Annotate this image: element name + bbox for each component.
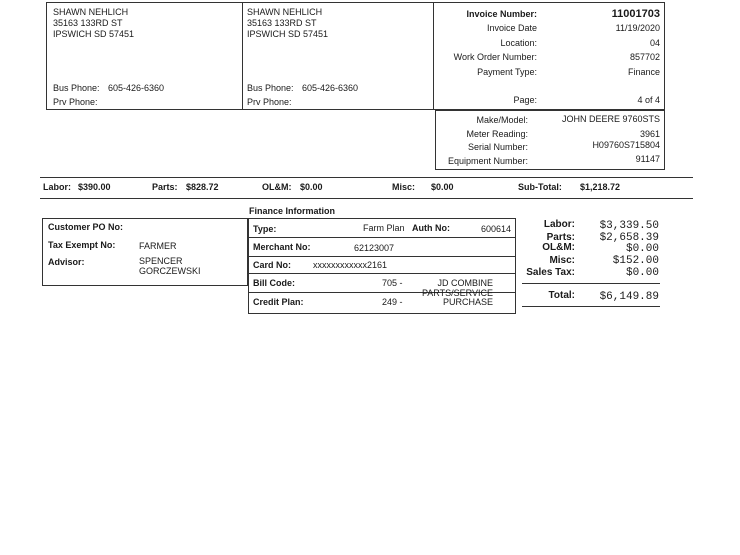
bill-code-desc-2: PARTS/SERVICE [421,288,493,298]
ship-to-name: SHAWN NEHLICH [247,7,323,17]
work-order-value: 857702 [629,52,660,62]
location-value: 04 [649,38,660,48]
ship-to-street: 35163 133RD ST [247,18,317,28]
totals-total-value: $6,149.89 [599,291,659,303]
ship-to-bus-phone-label: Bus Phone: [247,83,294,93]
finance-row-rule-3 [248,273,516,274]
summary-olm-label: OL&M: [262,182,292,192]
customer-po-label: Customer PO No: [48,222,124,232]
totals-labor-value: $3,339.50 [599,220,659,232]
totals-bottom-rule [522,306,660,307]
meter-reading-value: 3961 [639,129,660,139]
page-value: 4 of 4 [637,95,660,105]
meter-reading-label: Meter Reading: [466,129,528,139]
advisor-last: GORCZEWSKI [139,266,201,276]
tax-exempt-label: Tax Exempt No: [48,240,116,250]
totals-total-label: Total: [548,290,575,301]
summary-parts-label: Parts: [152,182,178,192]
bill-code-desc-1: JD COMBINE [437,278,493,288]
equipment-number-value: 91147 [635,154,660,164]
merchant-value: 62123007 [354,243,395,253]
finance-row-rule-2 [248,256,516,257]
bill-code-value: 705 - [382,278,403,288]
bill-to-prv-phone-label: Prv Phone: [53,97,98,107]
advisor-label: Advisor: [48,257,85,267]
totals-parts-label: Parts: [546,232,575,243]
card-value: xxxxxxxxxxxx2161 [313,260,388,270]
payment-type-label: Payment Type: [477,67,537,77]
finance-row-rule-1 [248,237,516,238]
totals-sales-tax-value: $0.00 [625,267,659,279]
bill-to-street: 35163 133RD ST [53,18,123,28]
summary-labor-value: $390.00 [78,182,111,192]
bill-to-city: IPSWICH SD 57451 [53,29,135,39]
serial-number-value: H09760S715804 [592,140,660,150]
bill-to-bus-phone-label: Bus Phone: [53,83,100,93]
summary-misc-label: Misc: [392,182,416,192]
serial-number-label: Serial Number: [467,142,528,152]
page-label: Page: [513,95,537,105]
summary-olm-value: $0.00 [300,182,323,192]
totals-rule [522,283,660,284]
make-model-label: Make/Model: [476,115,528,125]
tax-exempt-value: FARMER [139,241,177,251]
summary-parts-value: $828.72 [186,182,219,192]
equipment-number-label: Equipment Number: [447,156,528,166]
merchant-label: Merchant No: [253,242,311,252]
totals-parts-value: $2,658.39 [599,232,659,244]
totals-sales-tax-label: Sales Tax: [526,267,575,278]
make-model-value: JOHN DEERE 9760STS [561,114,660,124]
summary-top-rule [40,177,693,178]
finance-heading: Finance Information [249,206,336,216]
finance-type-label: Type: [253,224,277,234]
payment-type-value: Finance [627,67,660,77]
credit-plan-label: Credit Plan: [253,297,304,307]
summary-subtotal-value: $1,218.72 [580,182,621,192]
invoice-date: 11/19/2020 [615,23,660,33]
bill-code-label: Bill Code: [253,278,295,288]
bill-to-name: SHAWN NEHLICH [53,7,129,17]
location-label: Location: [500,38,537,48]
invoice-number: 11001703 [611,8,660,20]
advisor-first: SPENCER [139,256,183,266]
ship-to-city: IPSWICH SD 57451 [247,29,329,39]
invoice-date-label: Invoice Date [486,23,537,33]
summary-subtotal-label: Sub-Total: [518,182,562,192]
summary-bottom-rule [40,198,693,199]
finance-type-value: Farm Plan [363,223,405,233]
summary-labor-label: Labor: [43,182,71,192]
totals-olm-label: OL&M: [542,242,575,253]
totals-olm-value: $0.00 [625,243,659,255]
invoice-number-label: Invoice Number: [466,9,537,19]
finance-auth-label: Auth No: [412,223,450,233]
bill-to-bus-phone: 605-426-6360 [108,83,165,93]
work-order-label: Work Order Number: [453,52,537,62]
ship-to-bus-phone: 605-426-6360 [302,83,359,93]
totals-labor-label: Labor: [543,219,575,230]
totals-misc-label: Misc: [549,255,575,266]
credit-plan-desc: PURCHASE [442,297,493,307]
ship-to-prv-phone-label: Prv Phone: [247,97,292,107]
credit-plan-value: 249 - [382,297,403,307]
summary-misc-value: $0.00 [431,182,454,192]
totals-misc-value: $152.00 [612,255,659,267]
card-label: Card No: [253,260,291,270]
finance-auth-value: 600614 [480,224,511,234]
